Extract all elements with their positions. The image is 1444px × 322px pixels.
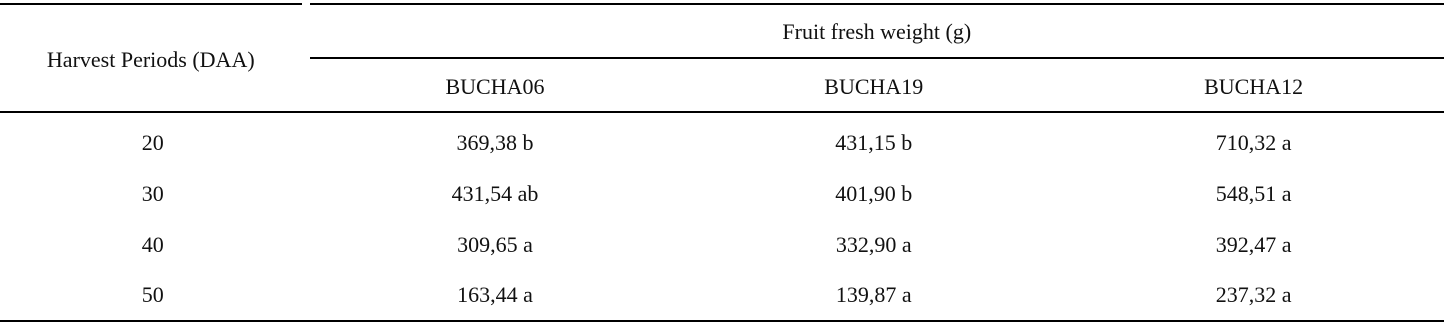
period-cell: 40 [141, 231, 164, 257]
value-cell: 548,51 a [1215, 180, 1292, 206]
value-cell: 309,65 a [457, 231, 533, 257]
value-cell: 163,44 a [306, 270, 685, 321]
value-cell: 710,32 a [1215, 129, 1292, 155]
value-cell: 332,90 a [835, 231, 912, 257]
fruit-weight-table [0, 3, 1444, 322]
value-cell: 392,47 a [1215, 231, 1292, 257]
value-cell: 139,87 a [684, 270, 1063, 321]
harvest-periods-header: Harvest Periods (DAA) [0, 4, 306, 112]
fruit-fresh-weight-header: Fruit fresh weight (g) [306, 4, 1444, 58]
value-cell: 431,54 ab [451, 180, 539, 206]
period-cell: 20 [141, 129, 164, 155]
column-header-bucha06: BUCHA06 [306, 58, 685, 112]
table-row [0, 112, 1444, 168]
period-cell: 30 [141, 180, 164, 206]
table-row [0, 270, 1444, 321]
period-cell: 50 [0, 270, 306, 321]
value-cell: 401,90 b [835, 180, 913, 206]
value-cell: 237,32 a [1063, 270, 1444, 321]
column-header-bucha12: BUCHA12 [1063, 58, 1444, 112]
table-row [0, 168, 1444, 219]
value-cell: 431,15 b [835, 129, 913, 155]
value-cell: 369,38 b [456, 129, 534, 155]
table-row [0, 219, 1444, 270]
column-header-bucha19: BUCHA19 [684, 58, 1063, 112]
